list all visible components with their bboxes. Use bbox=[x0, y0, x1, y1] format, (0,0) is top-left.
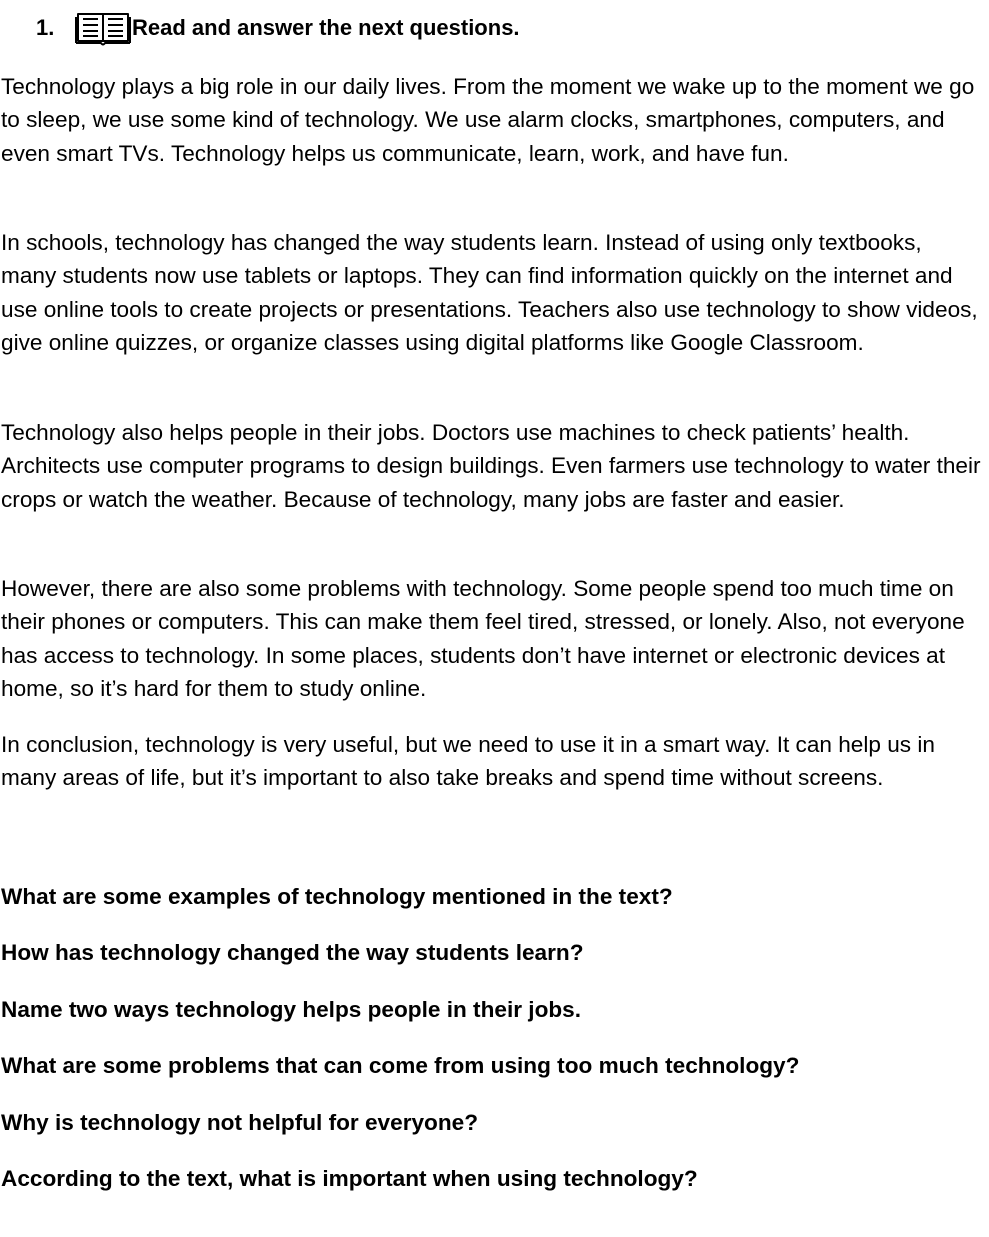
question-4: What are some problems that can come from using too much technology? bbox=[1, 1053, 800, 1078]
paragraph-schools: In schools, technology has changed the way students learn. Instead of using only textbooks, many students now use tablets or laptops. They can find information quickly on the internet and use online tools to create projects or presentations. Teachers also use technology to show videos, give online quizzes, or organize classes using digital platforms like Google Classroom. bbox=[1, 230, 978, 355]
paragraph-daily-life: Technology plays a big role in our daily lives. From the moment we wake up to the moment we go to sleep, we use some kind of technology. We use alarm clocks, smartphones, computers, and even smart TVs. Technology helps us communicate, learn, work, and have fun. bbox=[1, 74, 975, 166]
question-6: According to the text, what is important when using technology? bbox=[1, 1166, 698, 1191]
exercise-heading bbox=[36, 8, 520, 48]
paragraph-problems: However, there are also some problems with technology. Some people spend too much time on their phones or computers. This can make them feel tired, stressed, or lonely. Also, not everyone has access to technology. In some places, students don’t have internet or electronic devices at home, so it’s hard for them to study online. bbox=[1, 576, 965, 701]
paragraph-jobs: Technology also helps people in their jobs. Doctors use machines to check patients’ health. Architects use computer programs to design buildings. Even farmers use technology to water their crops or watch the weather. Because of technology, many jobs are faster and easier. bbox=[1, 420, 981, 512]
question-1: What are some examples of technology mentioned in the text? bbox=[1, 884, 673, 909]
question-5: Why is technology not helpful for everyone? bbox=[1, 1110, 479, 1135]
question-3: Name two ways technology helps people in their jobs. bbox=[1, 997, 582, 1022]
question-2: How has technology changed the way students learn? bbox=[1, 940, 584, 965]
open-book-icon bbox=[74, 8, 132, 48]
exercise-number: 1. bbox=[36, 15, 55, 40]
paragraph-conclusion: In conclusion, technology is very useful, but we need to use it in a smart way. It can help us in many areas of life, but it’s important to also take breaks and spend time without screens. bbox=[1, 732, 935, 791]
exercise-instruction: Read and answer the next questions. bbox=[132, 15, 520, 40]
